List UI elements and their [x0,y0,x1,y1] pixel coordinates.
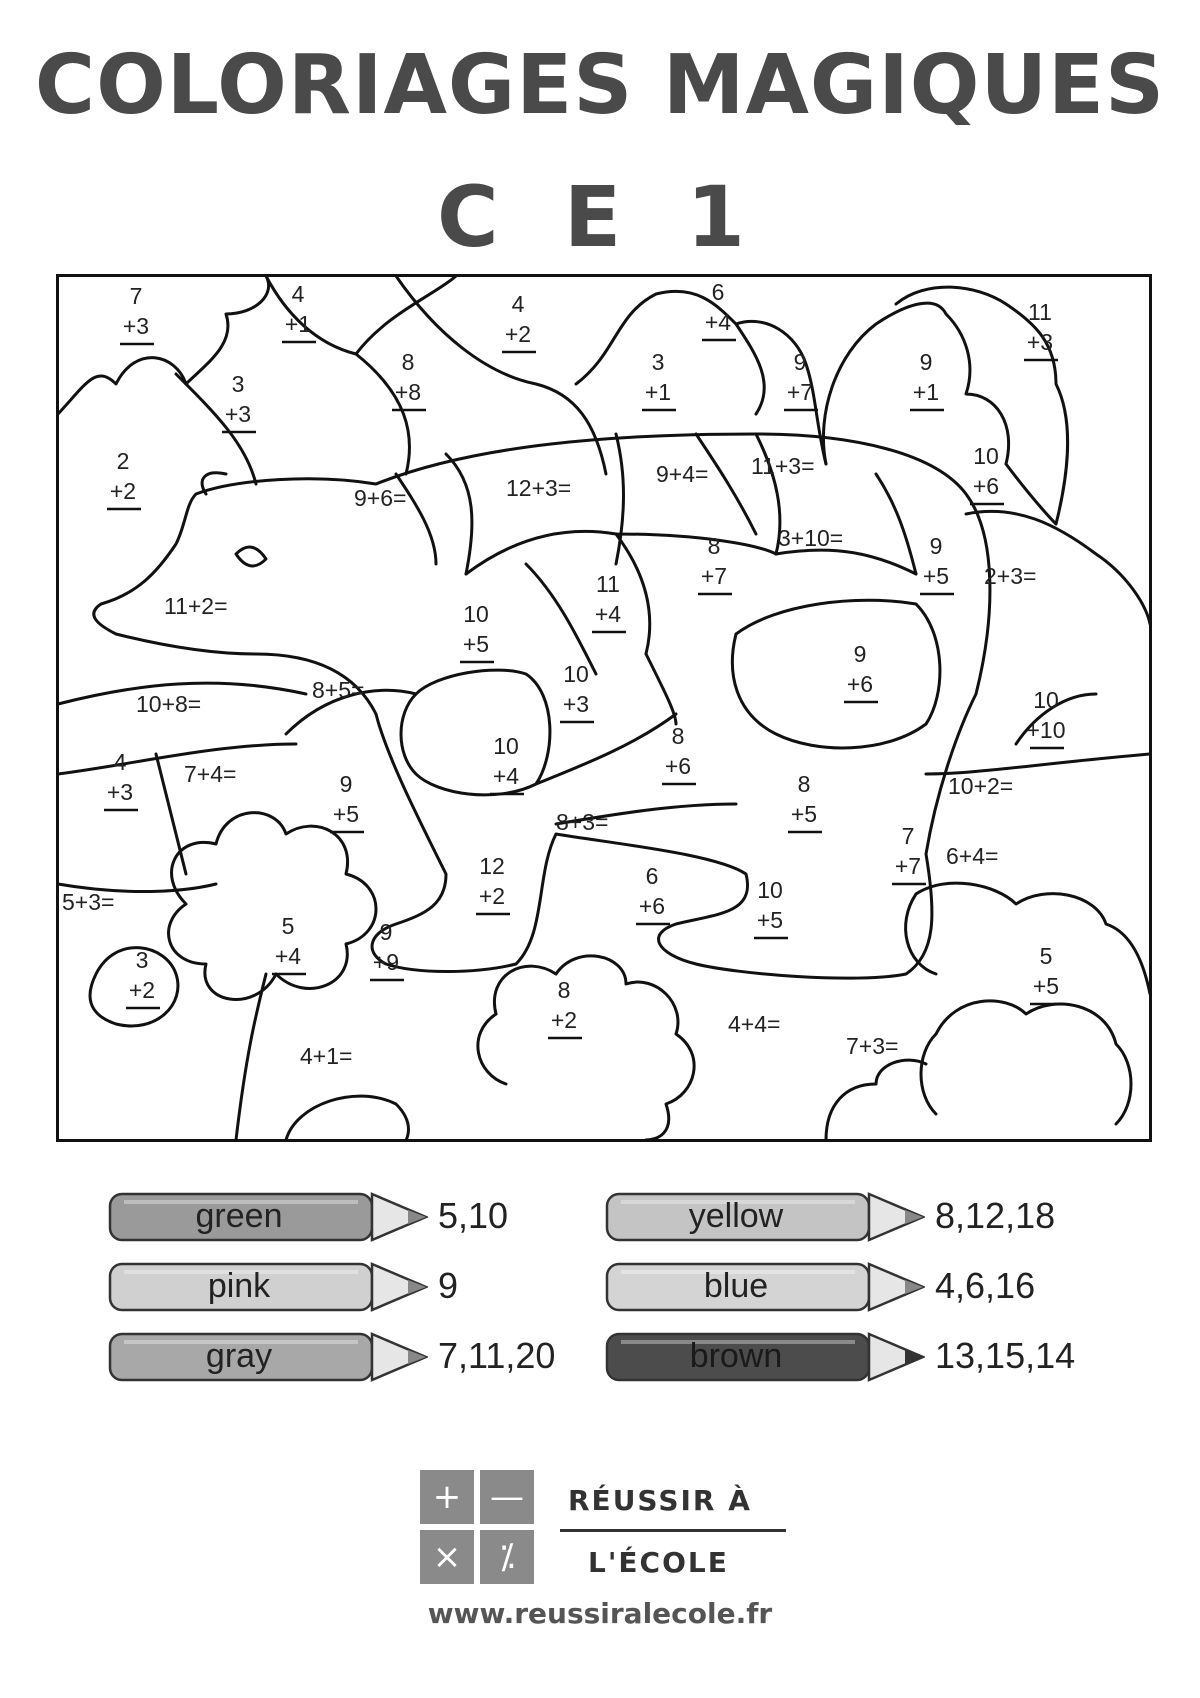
problem-addend: +3 [122,313,150,339]
legend-color-name: yellow [688,1197,784,1235]
problem-addend: +6 [846,671,874,697]
problem-addend: +2 [504,321,532,347]
problem-addend: +1 [912,379,940,405]
coloring-picture [56,274,1152,1142]
inline-problem: 6+4= [946,843,999,869]
problem-addend: +5 [756,907,784,933]
inline-problem: 7+4= [184,761,237,787]
problem-top-number: 5 [281,913,295,939]
problem-top-number: 6 [645,863,659,889]
legend-item-pink [108,1260,588,1316]
inline-problem: 8+3= [556,809,609,835]
problem-addend: +2 [128,977,156,1003]
inline-problem: 11+2= [164,593,228,619]
problem-top-number: 10 [493,733,519,759]
problem-addend: +4 [492,763,520,789]
problem-addend: +6 [972,473,1000,499]
legend-item-green [108,1190,588,1246]
inline-problem: 9+4= [656,461,709,487]
legend-item-brown [605,1330,1085,1386]
problem-top-number: 9 [853,641,867,667]
problem-addend: +9 [372,949,400,975]
problem-top-number: 7 [129,283,143,309]
problem-addend: +4 [594,601,622,627]
logo-divider [560,1529,786,1532]
problem-top-number: 10 [757,877,783,903]
legend-values: 8,12,18 [935,1195,1056,1236]
inline-problem: 10+2= [948,773,1014,799]
legend-values: 9 [438,1265,459,1306]
inline-problem: 10+8= [136,691,202,717]
color-legend [0,1190,1200,1420]
times-icon: × [420,1530,474,1584]
picture-frame [58,276,1151,1141]
problem-top-number: 9 [929,533,943,559]
problem-top-number: 4 [511,291,525,317]
problem-top-number: 10 [463,601,489,627]
legend-item-gray [108,1330,588,1386]
problem-top-number: 8 [707,533,721,559]
logo-line-1: RÉUSSIR À [568,1484,752,1517]
problem-addend: +1 [284,311,312,337]
inline-problem: 8+5= [312,677,365,703]
problem-addend: +6 [638,893,666,919]
legend-values: 13,15,14 [935,1335,1076,1376]
problem-addend: +3 [106,779,134,805]
legend-color-name: brown [689,1337,783,1375]
problem-top-number: 6 [711,279,725,305]
problem-top-number: 10 [1033,687,1059,713]
legend-values: 5,10 [438,1195,509,1236]
problem-top-number: 10 [973,443,999,469]
problem-top-number: 12 [479,853,505,879]
inline-problem: 4+1= [300,1043,353,1069]
problem-addend: +7 [700,563,728,589]
problem-top-number: 3 [135,947,149,973]
problem-top-number: 8 [797,771,811,797]
legend-color-name: blue [703,1267,769,1305]
problem-addend: +5 [332,801,360,827]
website-url: www.reussiralecole.fr [427,1597,773,1630]
problem-top-number: 11 [596,571,620,597]
problem-addend: +2 [109,478,137,504]
logo-line-2: L'ÉCOLE [588,1546,729,1579]
page-title: COLORIAGES MAGIQUES [34,38,1166,133]
problem-addend: +2 [478,883,506,909]
problem-top-number: 3 [651,349,665,375]
problem-top-number: 9 [793,349,807,375]
plus-icon: + [420,1470,474,1524]
legend-values: 7,11,20 [438,1335,556,1376]
problem-top-number: 9 [919,349,933,375]
problem-top-number: 8 [401,349,415,375]
problem-addend: +4 [274,943,302,969]
inline-problem: 7+3= [846,1033,899,1059]
problem-addend: +6 [664,753,692,779]
legend-values: 4,6,16 [935,1265,1036,1306]
problem-top-number: 7 [901,823,915,849]
problem-addend: +10 [1026,717,1066,743]
problem-top-number: 4 [113,749,127,775]
problem-top-number: 5 [1039,943,1053,969]
legend-item-blue [605,1260,1085,1316]
page-subtitle: C E 1 [437,168,763,266]
problem-top-number: 9 [379,919,393,945]
problem-addend: +1 [644,379,672,405]
inline-problem: 2+3= [984,563,1037,589]
problem-addend: +3 [224,401,252,427]
problem-top-number: 4 [291,281,305,307]
inline-problem: 9+6= [354,485,407,511]
inline-problem: 4+4= [728,1011,781,1037]
problem-top-number: 2 [116,448,130,474]
problem-addend: +5 [462,631,490,657]
legend-color-name: green [195,1197,283,1235]
problem-top-number: 11 [1028,299,1052,325]
reussir-logo [420,1470,820,1590]
problem-addend: +5 [922,563,950,589]
problem-addend: +4 [704,309,732,335]
problem-top-number: 10 [563,661,589,687]
problem-addend: +7 [786,379,814,405]
inline-problem: 3+10= [778,525,844,551]
minus-icon: — [480,1470,534,1524]
problem-addend: +5 [1032,973,1060,999]
problem-top-number: 8 [671,723,685,749]
inline-problem: 11+3= [751,453,815,479]
problem-top-number: 9 [339,771,353,797]
legend-item-yellow [605,1190,1085,1246]
inline-problem: 12+3= [506,475,572,501]
legend-color-name: pink [207,1267,271,1305]
problem-addend: +7 [894,853,922,879]
problem-addend: +3 [1026,329,1054,355]
legend-color-name: gray [205,1337,273,1375]
problem-top-number: 8 [557,977,571,1003]
problem-addend: +5 [790,801,818,827]
divide-icon: ⁒ [480,1530,534,1584]
problem-addend: +3 [562,691,590,717]
inline-problem: 5+3= [62,889,115,915]
problem-addend: +8 [394,379,422,405]
problem-top-number: 3 [231,371,245,397]
problem-addend: +2 [550,1007,578,1033]
